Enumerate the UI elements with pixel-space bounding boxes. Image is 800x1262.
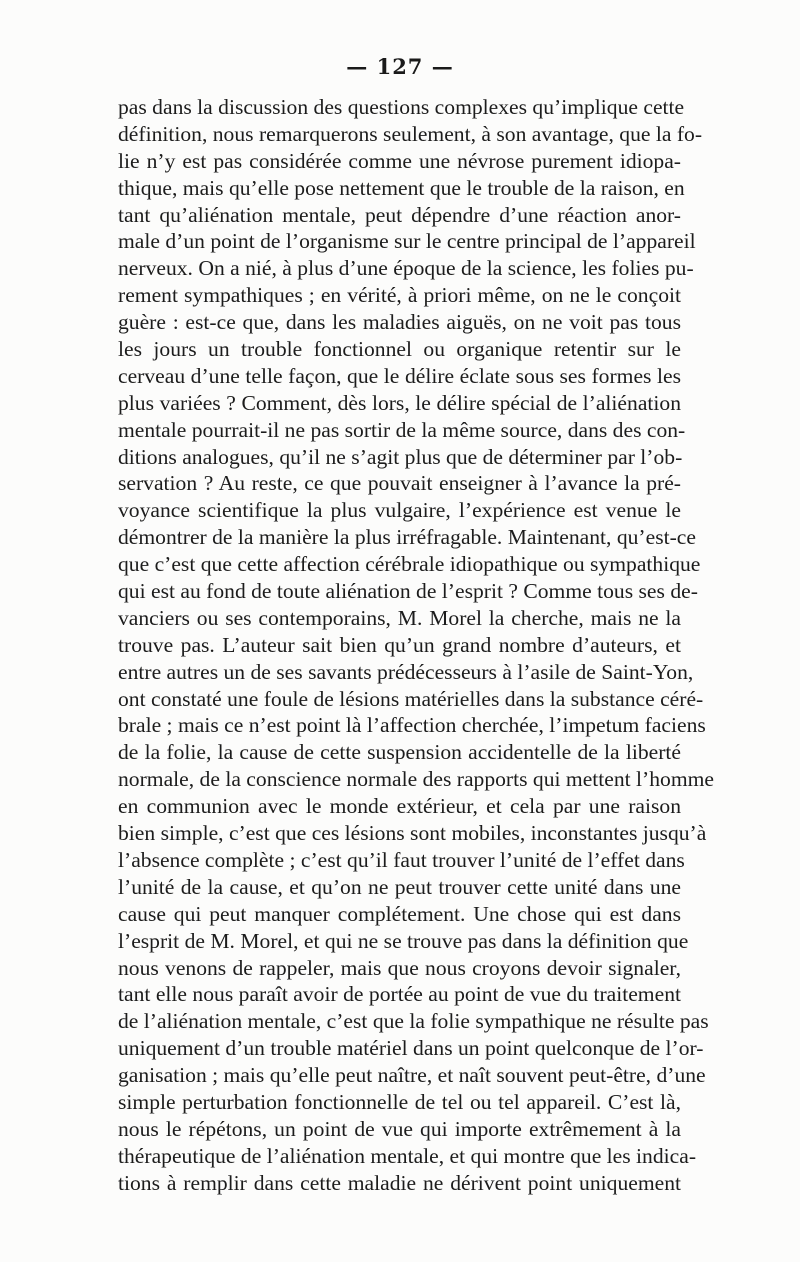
- body-text: [118, 94, 715, 1197]
- text-line: nous le répétons, un point de vue qui importe extrêmement à la: [118, 1116, 681, 1141]
- text-line: démontrer de la manière la plus irréfragable. Maintenant, qu’est-ce: [118, 525, 696, 550]
- text-line: cause qui peut manquer complétement. Une chose qui est dans: [118, 901, 681, 926]
- text-line: trouve pas. L’auteur sait bien qu’un grand nombre d’auteurs, et: [118, 632, 681, 657]
- text-line: guère : est-ce que, dans les maladies aiguës, on ne voit pas tous: [118, 310, 681, 335]
- text-line: pas dans la discussion des questions complexes qu’implique cette: [118, 95, 685, 119]
- text-line: thique, mais qu’elle pose nettement que le trouble de la raison, en: [118, 175, 685, 200]
- text-line: thérapeutique de l’aliénation mentale, et qui montre que les indica-: [118, 1143, 697, 1168]
- text-line: lie n’y est pas considérée comme une névrose purement idiopa-: [118, 148, 681, 173]
- text-line: les jours un trouble fonctionnel ou organique retentir sur le: [118, 337, 681, 362]
- text-line: rement sympathiques ; en vérité, à priori même, on ne le conçoit: [118, 283, 681, 308]
- text-line: ditions analogues, qu’il ne s’agit plus que de déterminer par l’ob-: [118, 444, 683, 469]
- text-line: entre autres un de ses savants prédécesseurs à l’asile de Saint-Yon,: [118, 659, 694, 684]
- text-line: normale, de la conscience normale des rapports qui mettent l’homme: [118, 767, 715, 792]
- text-line: qui est au fond de toute aliénation de l’esprit ? Comme tous ses de-: [118, 579, 698, 604]
- text-line: mentale pourrait-il ne pas sortir de la même source, dans des con-: [118, 417, 686, 442]
- text-line: plus variées ? Comment, dès lors, le délire spécial de l’aliénation: [118, 390, 681, 415]
- text-line: l’unité de la cause, et qu’on ne peut trouver cette unité dans une: [118, 874, 681, 899]
- text-line: uniquement d’un trouble matériel dans un point quelconque de l’or-: [118, 1036, 704, 1061]
- text-line: vanciers ou ses contemporains, M. Morel la cherche, mais ne la: [118, 605, 681, 630]
- text-line: en communion avec le monde extérieur, et cela par une raison: [118, 794, 681, 819]
- text-line: cerveau d’une telle façon, que le délire éclate sous ses formes les: [118, 363, 681, 388]
- text-line: nous venons de rappeler, mais que nous croyons devoir signaler,: [118, 955, 681, 980]
- page-number-header: — 127 —: [346, 54, 454, 79]
- text-line: bien simple, c’est que ces lésions sont mobiles, inconstantes jusqu’à: [118, 821, 707, 846]
- text-line: tions à remplir dans cette maladie ne dérivent point uniquement: [118, 1170, 681, 1195]
- text-line: nerveux. On a nié, à plus d’une époque de la science, les folies pu-: [118, 256, 694, 281]
- text-line: ganisation ; mais qu’elle peut naître, et naît souvent peut-être, d’une: [118, 1063, 706, 1088]
- text-line: brale ; mais ce n’est point là l’affection cherchée, l’impetum faciens: [118, 713, 706, 738]
- text-line: l’esprit de M. Morel, et qui ne se trouve pas dans la définition que: [118, 928, 689, 953]
- text-line: servation ? Au reste, ce que pouvait enseigner à l’avance la pré-: [118, 471, 681, 496]
- text-line: de l’aliénation mentale, c’est que la folie sympathique ne résulte pas: [118, 1009, 709, 1034]
- text-line: de la folie, la cause de cette suspension accidentelle de la liberté: [118, 740, 681, 765]
- text-line: l’absence complète ; c’est qu’il faut trouver l’unité de l’effet dans: [118, 847, 685, 872]
- text-line: tant qu’aliénation mentale, peut dépendre d’une réaction anor-: [118, 202, 681, 227]
- text-line: ont constaté une foule de lésions matérielles dans la substance céré-: [118, 686, 704, 711]
- text-line: voyance scientifique la plus vulgaire, l’expérience est venue le: [118, 498, 681, 523]
- text-line: définition, nous remarquerons seulement, à son avantage, que la fo-: [118, 121, 703, 146]
- text-line: que c’est que cette affection cérébrale idiopathique ou sympathique: [118, 552, 701, 577]
- text-line: simple perturbation fonctionnelle de tel ou tel appareil. C’est là,: [118, 1089, 681, 1114]
- text-line: tant elle nous paraît avoir de portée au point de vue du traitement: [118, 982, 681, 1007]
- text-line: male d’un point de l’organisme sur le centre principal de l’appareil: [118, 229, 696, 254]
